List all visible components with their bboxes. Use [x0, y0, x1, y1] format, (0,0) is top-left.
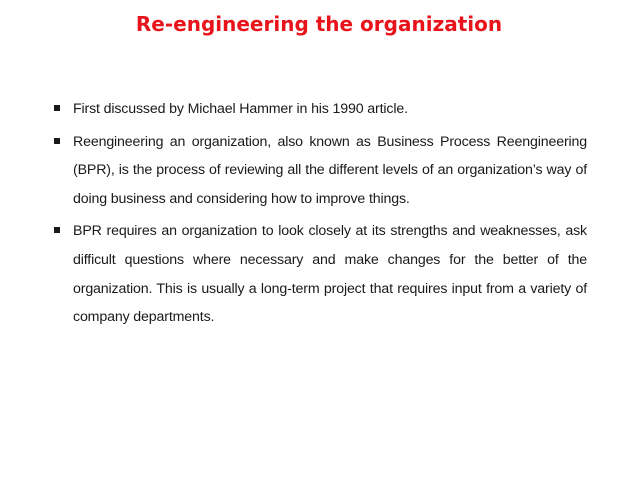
- slide-title: Re-engineering the organization: [135, 12, 503, 36]
- bullet-text: BPR requires an organization to look closely at its strengths and weaknesses, ask difficult questions where necessary and make changes for the better of the organization. This is usually a long-term project that requires input from a variety of company departments.: [73, 223, 587, 326]
- bullet-text: Reengineering an organization, also known as Business Process Reengineering (BPR), is the process of reviewing all the different levels of an organization’s way of doing business and considering how to improve things.: [73, 133, 587, 207]
- bullet-list: [52, 95, 587, 336]
- bullet-item: [52, 128, 587, 214]
- square-bullet-icon: [54, 227, 60, 233]
- bullet-item: [52, 95, 587, 124]
- square-bullet-icon: [54, 105, 60, 111]
- bullet-item: [52, 217, 587, 331]
- square-bullet-icon: [54, 138, 60, 144]
- bullet-text: First discussed by Michael Hammer in his 1990 article.: [73, 101, 408, 117]
